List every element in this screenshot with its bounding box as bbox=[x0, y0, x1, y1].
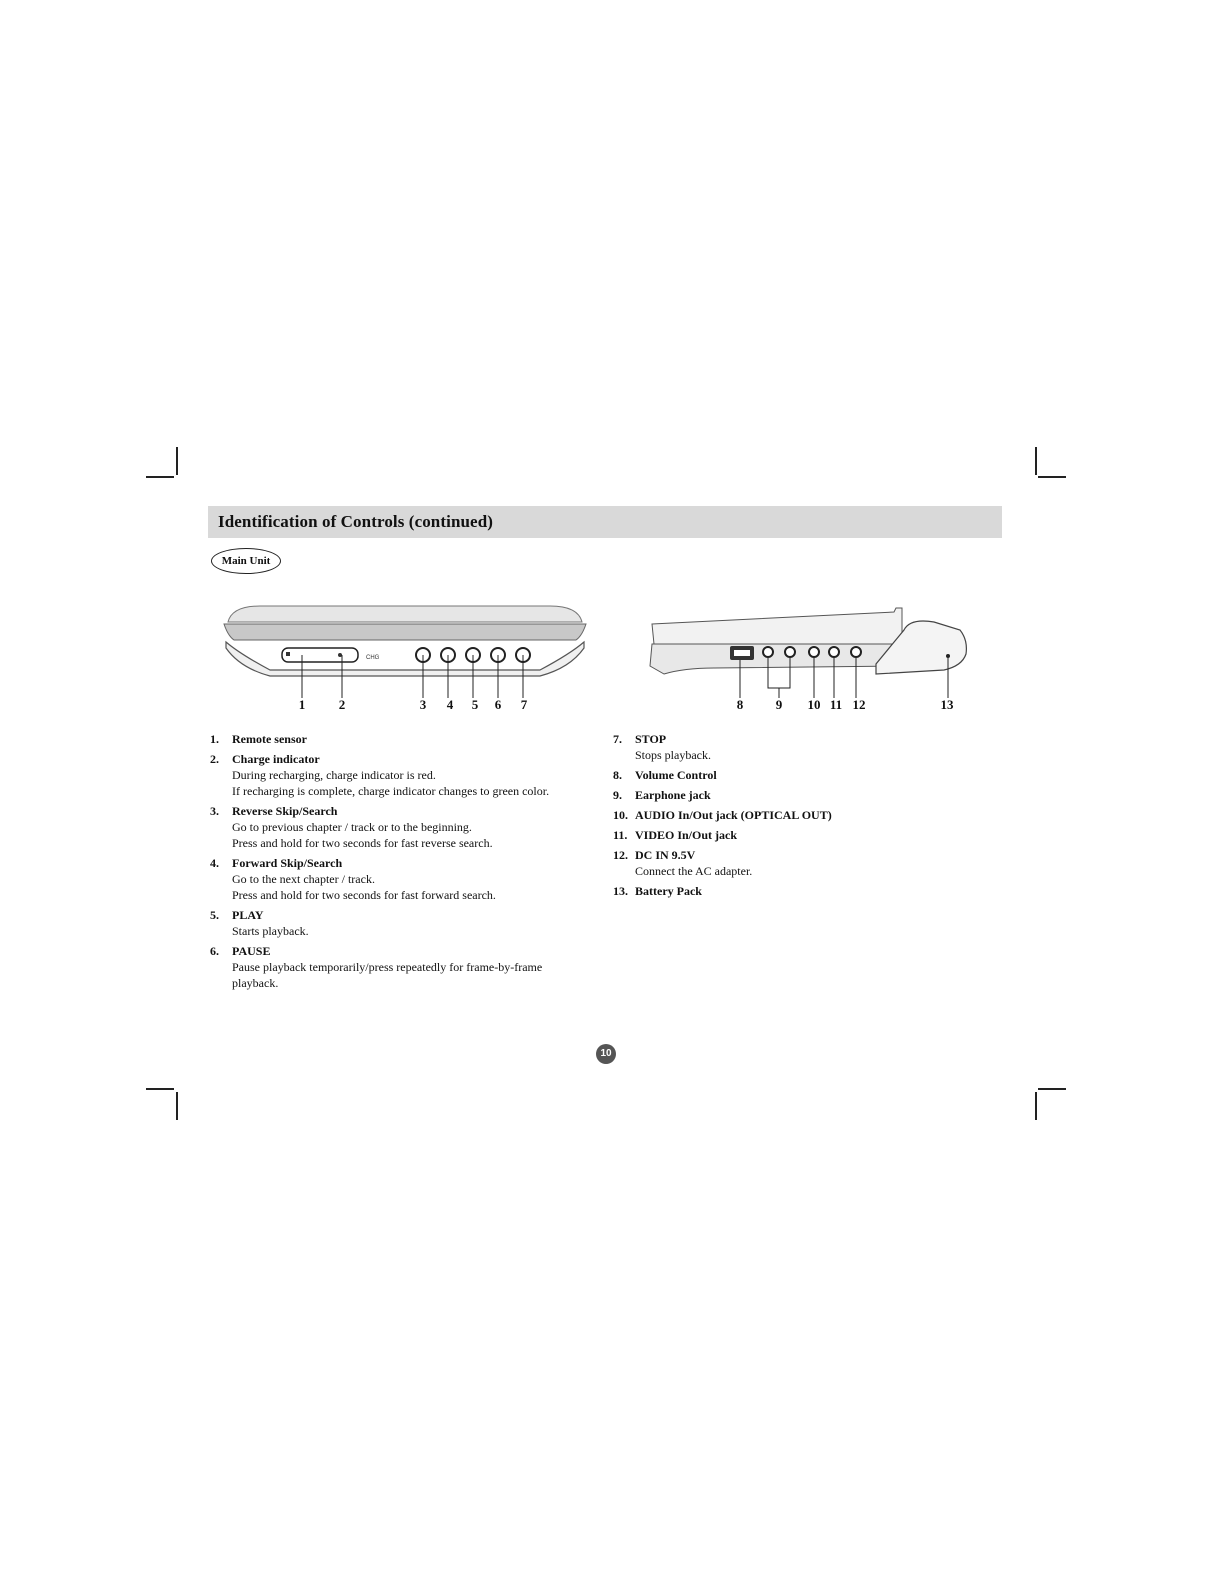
page-number: 10 bbox=[596, 1044, 616, 1064]
callout-11: 11 bbox=[829, 697, 843, 712]
item-description: Pause playback temporarily/press repeatedly for frame-by-frame playback. bbox=[232, 960, 543, 990]
list-item bbox=[613, 847, 993, 879]
crop-mark-top-left-v bbox=[176, 447, 178, 475]
item-number: 10. bbox=[613, 808, 628, 822]
callout-10: 10 bbox=[807, 697, 821, 712]
controls-list-right bbox=[613, 731, 993, 903]
item-title: Volume Control bbox=[635, 768, 717, 782]
list-item bbox=[210, 943, 590, 991]
item-description: Stops playback. bbox=[635, 748, 711, 762]
list-item bbox=[210, 803, 590, 851]
list-item bbox=[613, 883, 993, 899]
list-item bbox=[613, 767, 993, 783]
item-number: 2. bbox=[210, 752, 219, 766]
item-description: If recharging is complete, charge indicator changes to green color. bbox=[232, 784, 550, 798]
callout-7: 7 bbox=[520, 697, 528, 712]
list-item bbox=[210, 907, 590, 939]
item-description: Press and hold for two seconds for fast reverse search. bbox=[232, 836, 493, 850]
item-description: During recharging, charge indicator is red. bbox=[232, 768, 436, 782]
callout-3: 3 bbox=[419, 697, 427, 712]
callout-1: 1 bbox=[298, 697, 306, 712]
item-title: STOP bbox=[635, 732, 667, 746]
crop-mark-top-right-h bbox=[1038, 476, 1066, 478]
item-number: 3. bbox=[210, 804, 219, 818]
item-title: Forward Skip/Search bbox=[232, 856, 343, 870]
list-item bbox=[613, 827, 993, 843]
main-unit-badge: Main Unit bbox=[211, 548, 281, 574]
item-number: 6. bbox=[210, 944, 219, 958]
item-description: Go to the next chapter / track. bbox=[232, 872, 375, 886]
crop-mark-bottom-right-h bbox=[1038, 1088, 1066, 1090]
list-item bbox=[210, 731, 590, 747]
section-title: Identification of Controls (continued) bbox=[218, 512, 494, 531]
callout-9: 9 bbox=[775, 697, 783, 712]
side-view-illustration bbox=[644, 604, 974, 698]
crop-mark-bottom-left-h bbox=[146, 1088, 174, 1090]
front-view-illustration bbox=[220, 598, 590, 698]
callout-4: 4 bbox=[446, 697, 454, 712]
item-number: 11. bbox=[613, 828, 628, 842]
item-title: DC IN 9.5V bbox=[635, 848, 696, 862]
item-title: PLAY bbox=[232, 908, 264, 922]
item-number: 1. bbox=[210, 732, 219, 746]
list-item bbox=[210, 855, 590, 903]
callout-6: 6 bbox=[494, 697, 502, 712]
callout-8: 8 bbox=[736, 697, 744, 712]
item-description: Starts playback. bbox=[232, 924, 309, 938]
item-title: VIDEO In/Out jack bbox=[635, 828, 738, 842]
list-item bbox=[613, 807, 993, 823]
item-number: 9. bbox=[613, 788, 622, 802]
item-title: Earphone jack bbox=[635, 788, 711, 802]
item-number: 5. bbox=[210, 908, 219, 922]
item-number: 4. bbox=[210, 856, 219, 870]
item-number: 13. bbox=[613, 884, 628, 898]
list-item bbox=[613, 731, 993, 763]
item-description: Go to previous chapter / track or to the beginning. bbox=[232, 820, 472, 834]
callout-13: 13 bbox=[940, 697, 954, 712]
section-header bbox=[208, 506, 1002, 538]
item-description: Connect the AC adapter. bbox=[635, 864, 753, 878]
crop-mark-top-left-h bbox=[146, 476, 174, 478]
item-number: 8. bbox=[613, 768, 622, 782]
callout-2: 2 bbox=[338, 697, 346, 712]
item-title: Remote sensor bbox=[232, 732, 307, 746]
item-title: PAUSE bbox=[232, 944, 271, 958]
callout-5: 5 bbox=[471, 697, 479, 712]
crop-mark-bottom-left-v bbox=[176, 1092, 178, 1120]
crop-mark-bottom-right-v bbox=[1035, 1092, 1037, 1120]
controls-list-left bbox=[210, 731, 590, 995]
callout-12: 12 bbox=[852, 697, 866, 712]
list-item bbox=[613, 787, 993, 803]
chg-label: CHG bbox=[366, 655, 380, 661]
item-title: AUDIO In/Out jack (OPTICAL OUT) bbox=[635, 808, 832, 822]
item-title: Charge indicator bbox=[232, 752, 320, 766]
item-title: Battery Pack bbox=[635, 884, 702, 898]
item-number: 12. bbox=[613, 848, 628, 862]
list-item bbox=[210, 751, 590, 799]
item-description: Press and hold for two seconds for fast forward search. bbox=[232, 888, 496, 902]
crop-mark-top-right-v bbox=[1035, 447, 1037, 475]
item-title: Reverse Skip/Search bbox=[232, 804, 338, 818]
item-number: 7. bbox=[613, 732, 622, 746]
